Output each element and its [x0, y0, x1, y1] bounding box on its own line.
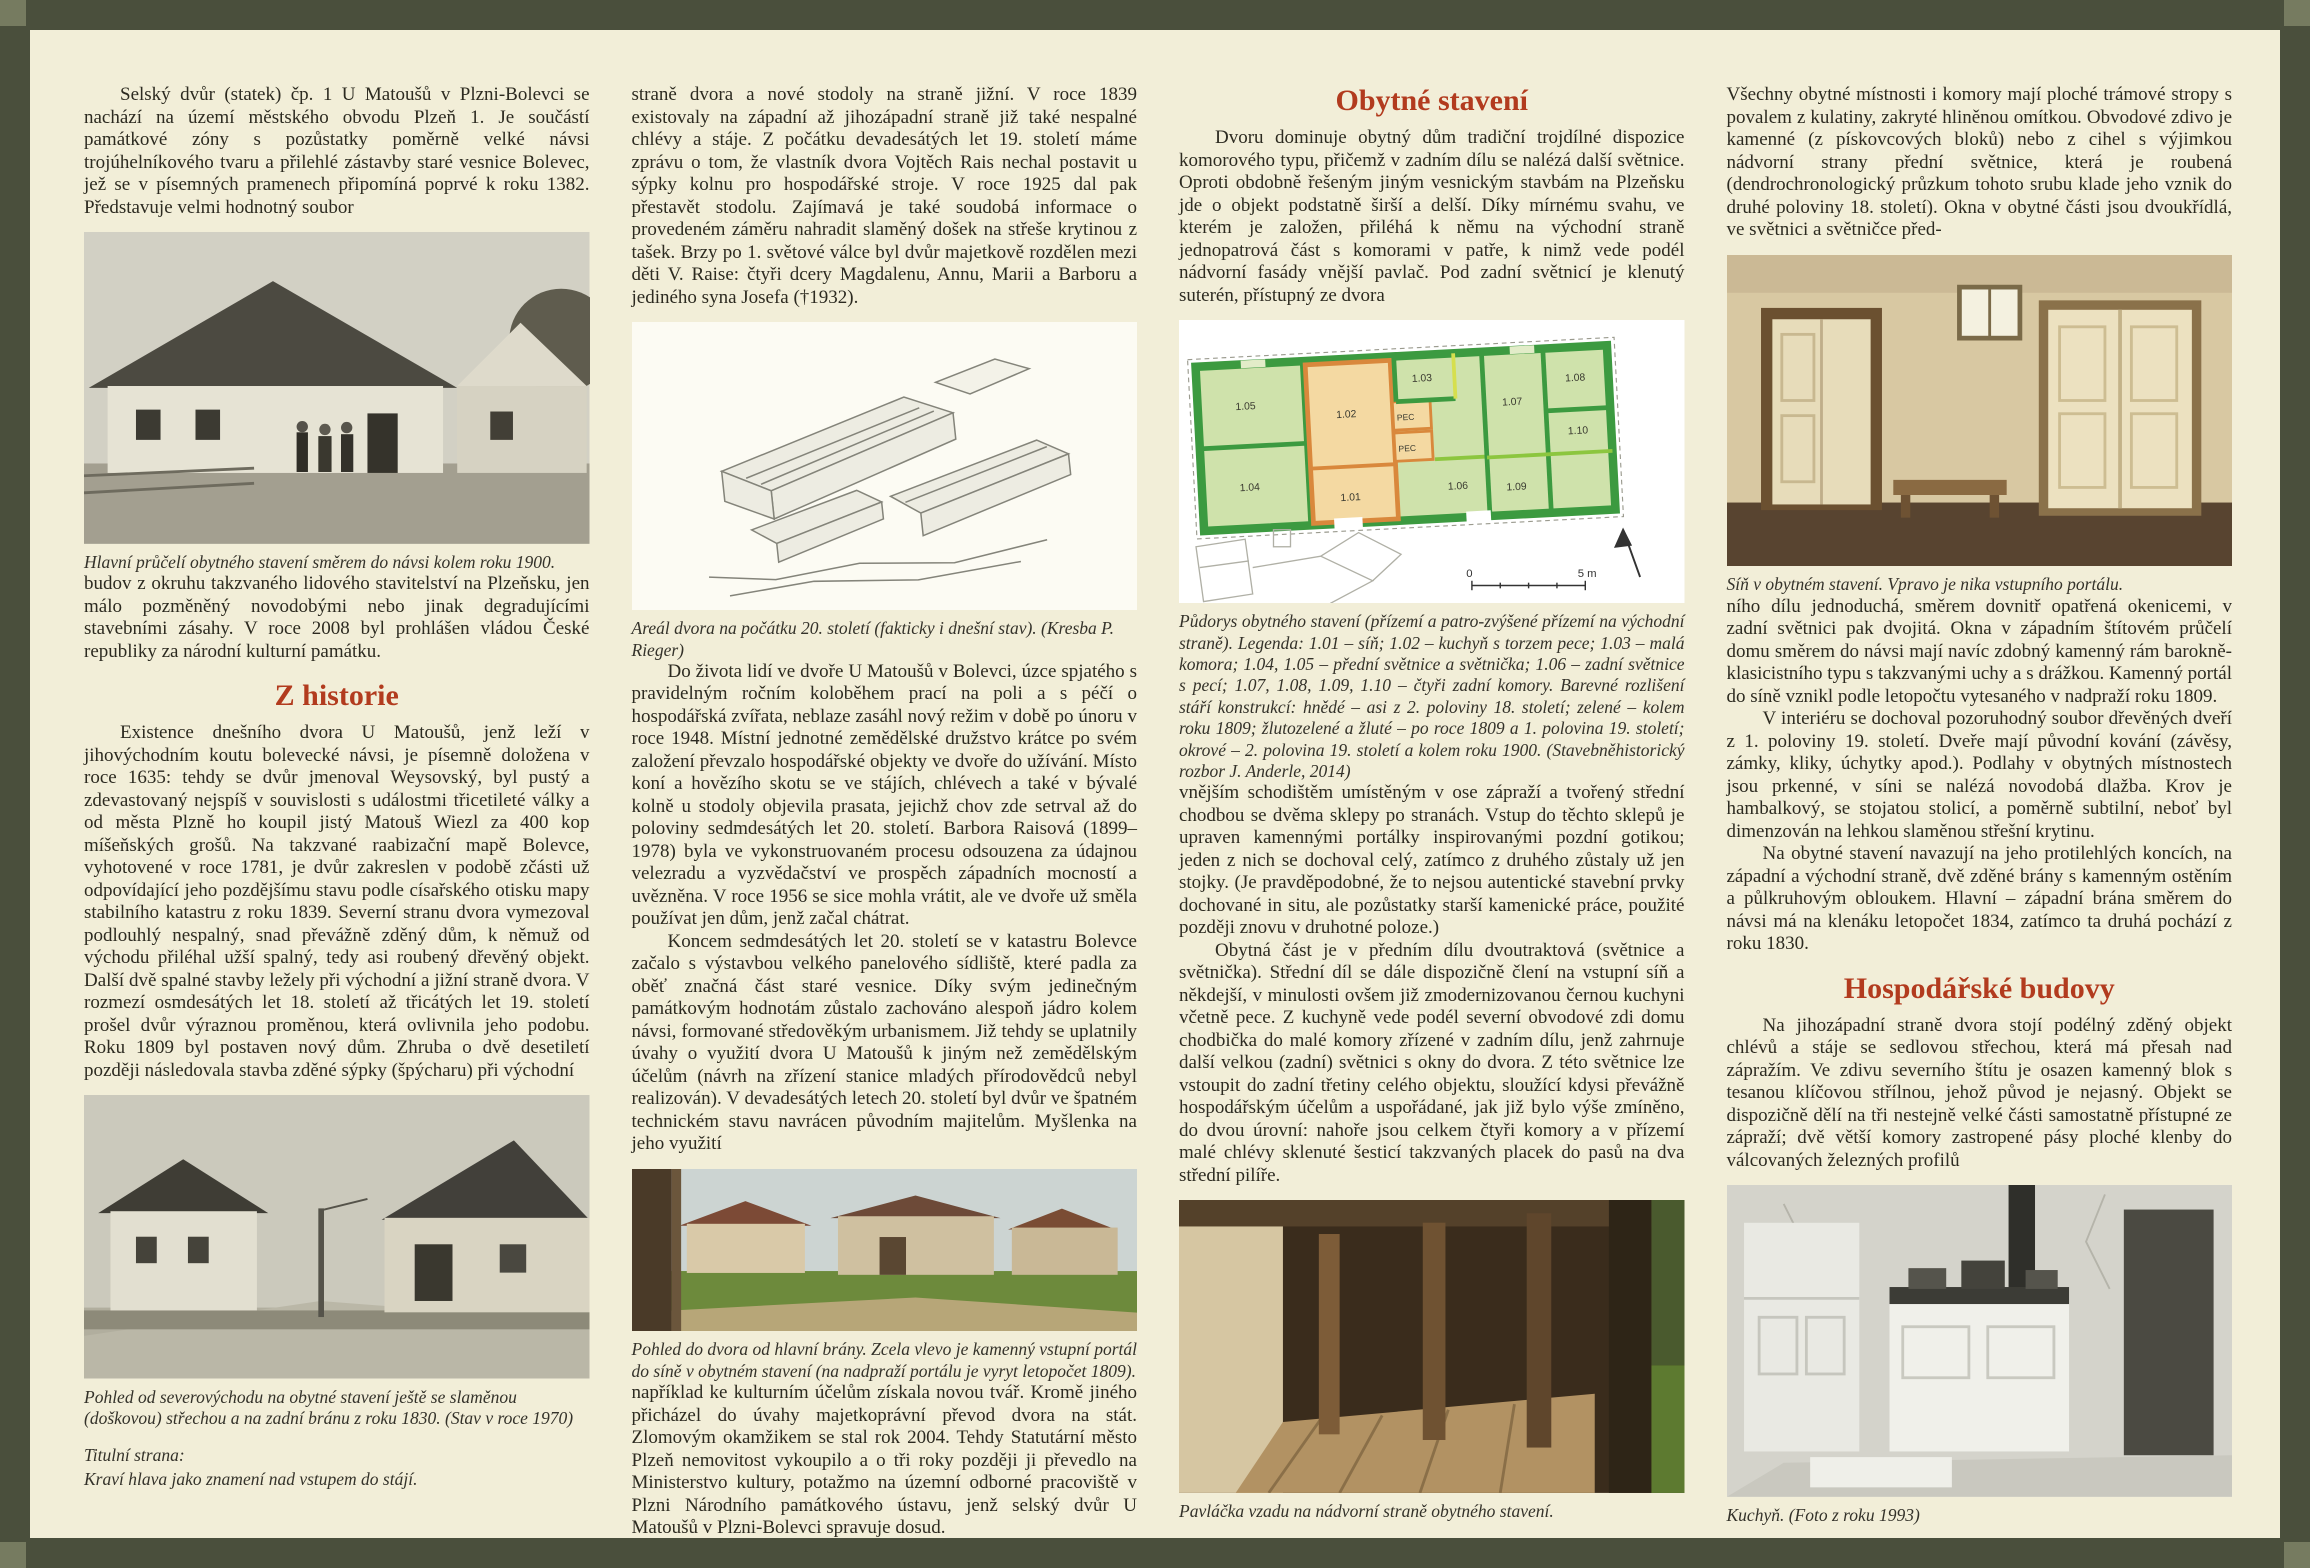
- photo-porch: [1179, 1200, 1685, 1493]
- photo-courtyard: [632, 1169, 1138, 1332]
- paragraph: Všechny obytné místnosti i komory mají ploché trámové stropy s povalem z kulatiny, zakryté hliněnou omítkou. Obvodové zdivo je kamenné (z pískovcových bloků) nebo z cihel s výjimkou nádvorní strany přední světnice, která je roubená (dendrochronologický průzkum tohoto srubu klade jeho vznik do druhé poloviny 18. století). Okna v obytné části jsou dvoukřídlá, ve světnici a světničce před-: [1726, 84, 2232, 240]
- paragraph: straně dvora a nové stodoly na straně jižní. V roce 1839 existovaly na západní až jihozápadní straně již také nespalné chlévy a stáje. Z počátku devadesátých let 19. století máme zprávu o tom, že vlastník dvora Vojtěch Rais nechal postavit u sýpky kolnu pro hospodářské stroje. V roce 1925 dal pak přestavět stodolu. Zajímavá je také soudobá informace o provedeném záměru nahradit slaměný došek na střeše krytinou z tašek. Brzy po 1. světové válce byl dvůr majetkově rozdělen mezi děti V. Raise: čtyři dcery Magdalenu, Annu, Marii a Barboru a jediného syna Josefa (†1932).: [631, 84, 1137, 308]
- photo-kitchen: [1727, 1185, 2233, 1497]
- figure-kitchen: [1727, 1185, 2233, 1526]
- drawing-caption: Areál dvora na počátku 20. století (fakticky i dnešní stav). (Kresba P. Rieger): [631, 618, 1114, 660]
- paragraph: například ke kulturním účelům získala novou tvář. Kromě jiného přicházel do úvahy majetkoprávní převod dvora na stát. Zlomovým okamžikem se stal rok 2004. Tehdy Statutární město Plzeň nemovitost vykoupilo a o tři roky později ji převedlo na Ministerstvo kultury, potažmo na územní odborné pracoviště v Plzni Národního památkového ústavu, jenž selský dvůr U Matoušů v Plzni-Bolevci spravuje dosud.: [631, 1382, 1137, 1538]
- front-page-note-label: Titulní strana:: [84, 1445, 185, 1466]
- plan-room-label: 1.06: [1447, 480, 1469, 493]
- paragraph: budov z okruhu takzvaného lidového stavitelství na Plzeňsku, jen málo pozměněný novodobými nebo jinak degradujícími stavebními zásahy. V roce 2008 byl prohlášen vládou České republiky za národní kulturní památku.: [84, 573, 590, 662]
- plan-room-label: 1.09: [1506, 481, 1527, 494]
- four-column-layout: [30, 30, 2280, 1538]
- frame-corner-mark: [2284, 0, 2310, 26]
- plan-room-label: 1.01: [1340, 492, 1362, 505]
- plan-room-label: 1.02: [1335, 409, 1357, 422]
- photo-caption: Pohled od severovýchodu na obytné stavení ještě se slaměnou (doškovou) střechou a na zadní bránu z roku 1830. (Stav v roce 1970): [84, 1386, 574, 1428]
- paper-background: [30, 30, 2280, 1538]
- photo-caption: Síň v obytném stavení. Vpravo je nika vstupního portálu.: [1726, 574, 2124, 595]
- drawing-farmstead-sketch: [632, 322, 1138, 610]
- figure-floor-plan: [1179, 320, 1685, 782]
- front-page-note: Kraví hlava jako znamení nad vstupem do stájí.: [84, 1468, 418, 1489]
- intro-paragraph: Selský dvůr (statek) čp. 1 U Matoušů v Plzni-Bolevci se nachází na území městského obvodu Plzeň 1. Je součástí památkové zóny s pozůstatky poměrně velké návsi trojúhelníkového tvaru a přilehlé zástavby staré vesnice Bolevec, jež se v písemných pramenech připomíná poprvé k roku 1382. Představuje velmi hodnotný soubor: [84, 84, 590, 218]
- plan-room-label: 1.03: [1411, 372, 1433, 385]
- history-paragraph: Existence dnešního dvora U Matoušů, jenž leží v jihovýchodním koutu bolevecké návsi, je písemně doložena v roce 1635: tehdy se dvůr jmenoval Weysovský, byl pustý a zdevastovaný nejspíš v souvislosti s událostmi třicetileté války a od města Plzně ho koupil jistý Matouš Wiezl za 400 kop míšeňských grošů. Na takzvané raabizační mapě Bolevce, vyhotovené v roce 1781, je dvůr zakreslen v podobě zčásti už odpovídající jeho pozdějšímu stavu podle císařského otisku mapy stabilního katastru z roku 1839. Severní stranu dvora vymezoval podlouhlý nespalný, snad převážně zděný dům, k němuž od východu přiléhal užší spalný, tedy asi roubený dřevěný objekt. Další dvě spalné stavby ležely při východní a jižní straně dvora. V rozmezí osmdesátých let 18. století až třicátých let 19. století prošel dvůr výraznou proměnou, která ovlivnila jeho podobu. Roku 1809 byl postaven nový dům. Zhruba o dvě desetiletí později následovala stavba zděné sýpky (špýcharu) při východní: [84, 722, 590, 1081]
- figure-farmhouse-1900: [84, 232, 590, 573]
- column-4: [1727, 84, 2233, 1538]
- column-2: [632, 84, 1138, 1538]
- photo-caption: Pohled do dvora od hlavní brány. Zcela vlevo je kamenný vstupní portál do síně v obytném stavení (na nadpraží portálu je vyryt letopočet 1809).: [631, 1339, 1137, 1381]
- plan-room-label: 1.07: [1501, 396, 1523, 409]
- floor-plan: [1179, 320, 1685, 603]
- paragraph: Do života lidí ve dvoře U Matoušů v Bolevci, úzce spjatého s pravidelným ročním koloběhem prací na poli a s péčí o hospodářská zvířata, neblaze zasáhl nový režim v době po únoru v roce 1948. Místní jednotné zemědělské družstvo krátce po svém založení převzalo hospodářské objekty ve dvoře do užívání. Místo koní a hovězího skotu se ve stájích, chlévech a také v bývalé kolně u stodoly objevila prasata, jejichž chov zde setrval až do poloviny sedmdesátých let 20. století. Barbora Raisová (1899–1978) byla ve vykonstruovaném procesu odsouzena za údajnou velezradu a vyzvědačství ve prospěch západních mocností a uvězněna. V roce 1956 se sice mohla vrátit, ale ve dvoře už směla používat jen dům, jenž začal chátrat.: [631, 660, 1137, 930]
- plan-room-label: 1.05: [1235, 401, 1256, 414]
- figure-courtyard: [632, 1169, 1138, 1382]
- section-heading-history: Z historie: [274, 679, 399, 713]
- plan-room-label: 1.10: [1567, 425, 1589, 438]
- section-heading-farm-buildings: Hospodářské budovy: [1843, 971, 2115, 1005]
- floor-plan-caption: Půdorys obytného stavení (přízemí a patro-zvýšené přízemí na východní straně). Legenda: 1.01 – síň; 1.02 – kuchyň s torzem pece; 1.03 – malá komora; 1.04, 1.05 – přední světnice a světnička; 1.06 – zadní světnice s pecí; 1.07, 1.08, 1.09, 1.10 – čtyři zadní komory. Barevné rozlišení stáří konstrukcí: hnědé – asi z 2. poloviny 18. století; zelené – kolem roku 1809; žlutozelené a žluté – po roce 1809 a 1. polovina 19. století; okrové – 2. polovina 19. století a kolem roku 1900. (Stavebněhistorický rozbor J. Anderle, 2014): [1179, 611, 1685, 781]
- column-1: [84, 84, 590, 1538]
- figure-porch: [1179, 1200, 1685, 1522]
- frame-corner-mark: [0, 1542, 26, 1568]
- plan-pec-label: PEC: [1398, 442, 1417, 454]
- photo-farmhouse-1900: [84, 232, 590, 544]
- figure-farmstead-sketch: [632, 322, 1138, 661]
- photo-hall-interior: [1727, 255, 2233, 567]
- frame-corner-mark: [0, 0, 26, 26]
- paragraph: vnějším schodištěm umístěným v ose zápraží a tvořený střední chodbou se dvěma sklepy po stranách. Vstup do těchto sklepů je upraven kamennými portálky inspirovanými pozdní gotikou; jeden z nich se dochoval celý, zatímco z druhého zůstaly už jen stojky. (Je pravděpodobné, že to nejsou autentické stavební prvky dochované in situ, ale pozůstatky starší kamenické práce, použité později znovu v druhotné poloze.): [1179, 782, 1685, 939]
- figure-rear-view-1970: [84, 1095, 590, 1429]
- figure-hall-interior: [1727, 255, 2233, 596]
- photo-rear-view-1970: [84, 1095, 590, 1378]
- column-3: [1179, 84, 1685, 1538]
- paragraph: Na obytné stavení navazují na jeho protilehlých koncích, na západní a východní straně, dvě zděné brány s kamenným ostěním a půlkruhovým obloukem. Hlavní – západní brána směrem do návsi má na klenáku letopočet 1834, zatímco ta druhá pochází z roku 1830.: [1726, 843, 2232, 955]
- paragraph: Koncem sedmdesátých let 20. století se v katastru Bolevce začalo s výstavbou velkého panelového sídliště, které padla za oběť značná část staré vesnice. Díky svým jedinečným památkovým hodnotám zůstalo zachováno alespoň jádro kolem návsi, formované středověkým urbanismem. Již tehdy se uplatnily úvahy o využití dvora U Matoušů k jiným než zemědělským účelům (návrh na zřízení stanice mladých přírodovědců nebyl realizován). V devadesátých letech 20. století byl dvůr ve špatném technickém stavu navrácen původním majitelům. Myšlenka na jeho využití: [631, 930, 1137, 1155]
- photo-caption: Hlavní průčelí obytného stavení směrem do návsi kolem roku 1900.: [84, 551, 556, 572]
- plan-scale-five: 5 m: [1577, 567, 1597, 580]
- plan-room-label: 1.08: [1564, 372, 1586, 385]
- plan-scale-zero: 0: [1466, 567, 1473, 580]
- paragraph: Na jihozápadní straně dvora stojí podélný zděný objekt chlévů a stáje se sedlovou střechou, která má přesah nad zápražím. Ve zdivu severního štítu je osazen kamenný blok s tesanou klíčovou střílnou, jehož původ je nejasný. Objekt se dispozičně dělí na tři nestejně velké části samostatně přístupné ze zápraží; dvě větší komory zastropené pásy ploché klenby do válcovaných železných profilů: [1726, 1014, 2232, 1171]
- plan-room-label: 1.04: [1239, 482, 1261, 495]
- section-heading-dwelling: Obytné stavení: [1335, 84, 1528, 117]
- paragraph: ního dílu jednoduchá, směrem dovnitř opatřená okenicemi, v zadní světnici pak dvojitá. Okna v západním štítovém průčelí domu směrem do návsi mají navíc zdobný kamenný rám barokně-klasicistního typu s takzvanými uchy a s drážkou. Kamenný portál do síně vznikl podle letopočtu vytesaného v nadpraží roku 1809.: [1726, 595, 2232, 707]
- plan-pec-label: PEC: [1396, 411, 1415, 423]
- paragraph: V interiéru se dochoval pozoruhodný soubor dřevěných dveří z 1. poloviny 19. století. Dveře mají původní kování (závěsy, zámky, kliky, úchytky apod.). Podlahy v obytných místnostech jsou prkenné, v síni se nalézá novodobá dlažba. Krov je hambalkový, se stojatou stolicí, a poměrně subtilní, neboť byl dimenzován na lehkou slaměnou střešní krytinu.: [1726, 708, 2232, 842]
- paragraph: Obytná část je v předním dílu dvoutraktová (světnice a světnička). Střední díl se dále dispozičně člení na vstupní síň a někdejší, v minulosti ovšem již zmodernizovanou černou kuchyni včetně pece. Z kuchyně vede podél severní obvodové zdi domu chodbička do malé komory zřízené v zadním dílu, jenž zahrnuje další velkou (zadní) světnici s okny do dvora. Z této světnice lze vstoupit do zadní třetiny celého objektu, sloužící kdysi převážně hospodářským účelům a uspořádané, jak již bylo výše zmíněno, do dvou úrovní: nahoře jsou celkem čtyři komory a v přízemí malé chlévy sklenuté šesticí takzvaných placek do pasů na dva střední pilíře.: [1179, 939, 1685, 1186]
- frame-corner-mark: [2284, 1542, 2310, 1568]
- paragraph: Dvoru dominuje obytný dům tradiční trojdílné dispozice komorového typu, přičemž v zadním dílu se nalézá další světnice. Oproti obdobně řešeným jiným vesnickým stavbám na Plzeňsku jde o objekt podstatně širší a delší. Díky mírnému svahu, ve kterém je založen, přiléhá k němu na východní straně jednopatrová část s komorami v patře, k nimž vede podél nádvorní fasády vnější pavlač. Pod zadní světnicí je klenutý suterén, přístupný ze dvora: [1179, 127, 1685, 306]
- photo-caption: Kuchyň. (Foto z roku 1993): [1726, 1504, 1920, 1525]
- photo-caption: Pavláčka vzadu na nádvorní straně obytného stavení.: [1179, 1501, 1554, 1522]
